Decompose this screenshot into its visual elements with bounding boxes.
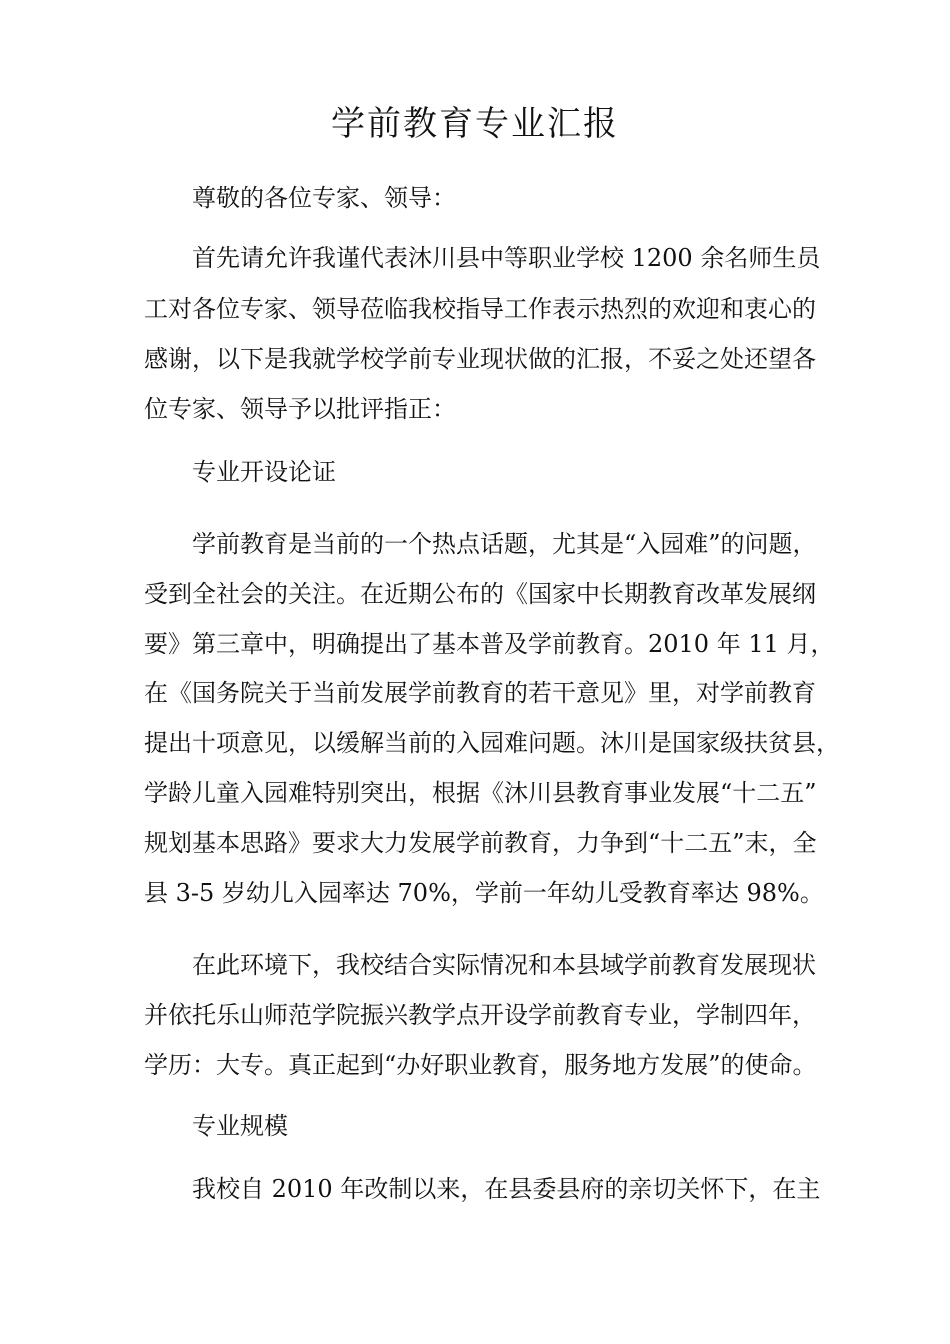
section1-para1-line-1: 学前教育是当前的一个热点话题，尤其是“入园难”的问题， xyxy=(192,530,817,558)
salutation: 尊敬的各位专家、领导： xyxy=(192,184,456,212)
section1-para1-line-5: 提出十项意见，以缓解当前的入园难问题。沐川是国家级扶贫县， xyxy=(144,729,840,757)
section1-para1-line-4: 在《国务院关于当前发展学前教育的若干意见》里，对学前教育 xyxy=(144,679,816,707)
section1-para1-line-2: 受到全社会的关注。在近期公布的《国家中长期教育改革发展纲 xyxy=(144,580,816,608)
intro-line-1: 首先请允许我谨代表沐川县中等职业学校 1200 余名师生员 xyxy=(192,244,821,272)
section-heading-scale: 专业规模 xyxy=(192,1112,288,1140)
section1-para2-line-2: 并依托乐山师范学院振兴教学点开设学前教育专业，学制四年， xyxy=(144,1001,816,1029)
section2-para1-line-1: 我校自 2010 年改制以来，在县委县府的亲切关怀下，在主 xyxy=(192,1175,821,1203)
section1-para1-line-6: 学龄儿童入园难特别突出，根据《沐川县教育事业发展“十二五” xyxy=(144,779,817,807)
section1-para2-line-1: 在此环境下，我校结合实际情况和本县域学前教育发展现状 xyxy=(192,951,816,979)
document-title: 学前教育专业汇报 xyxy=(331,104,619,144)
intro-line-2: 工对各位专家、领导莅临我校指导工作表示热烈的欢迎和衷心的 xyxy=(144,295,816,323)
intro-line-3: 感谢，以下是我就学校学前专业现状做的汇报，不妥之处还望各 xyxy=(144,345,816,373)
section-heading-establishment: 专业开设论证 xyxy=(192,458,336,486)
section1-para1-line-7: 规划基本思路》要求大力发展学前教育，力争到“十二五”末，全 xyxy=(144,829,817,857)
section1-para1-line-8: 县 3-5 岁幼儿入园率达 70%，学前一年幼儿受教育率达 98%。 xyxy=(144,879,824,907)
section1-para1-line-3: 要》第三章中，明确提出了基本普及学前教育。2010 年 11 月， xyxy=(144,630,835,658)
section1-para2-line-3: 学历：大专。真正起到“办好职业教育，服务地方发展”的使命。 xyxy=(144,1051,817,1079)
intro-line-4: 位专家、领导予以批评指正： xyxy=(144,395,456,423)
